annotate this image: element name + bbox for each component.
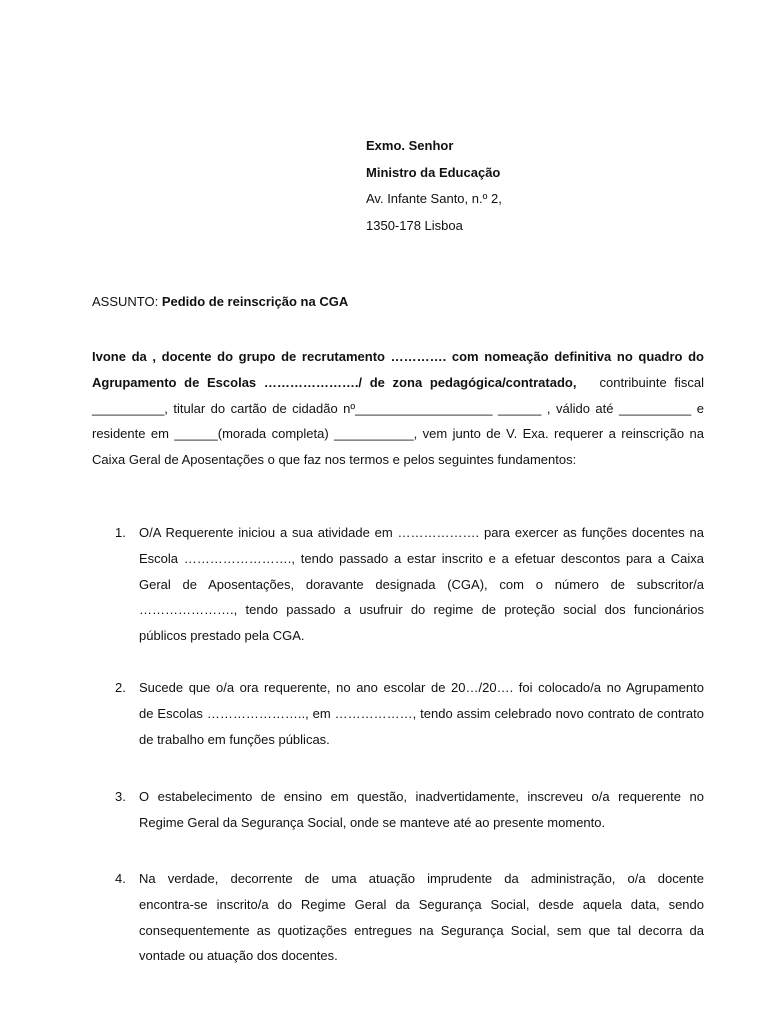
list-item-row: Geral de Aposentações, doravante designada (CGA), com o número de subscritor/a	[139, 576, 704, 592]
addressee-salutation: Exmo. Senhor	[366, 138, 454, 153]
list-item-row: O/A Requerente iniciou a sua atividade em ………………. para exercer as funções docentes na	[139, 525, 704, 540]
list-item-body	[139, 784, 704, 836]
list-item-row: …………………., tendo passado a usufruir do regime de proteção social dos funcionários	[139, 602, 704, 618]
subject-text: Pedido de reinscrição na CGA	[158, 294, 349, 309]
intro-row-1b: com nomeação definitiva no quadro do	[451, 349, 704, 364]
list-item-number: 1.	[115, 525, 126, 540]
list-item-row: de Escolas ………………….., em ………………, tendo assim celebrado novo contrato de contrato	[139, 705, 704, 721]
list-item-row: Na verdade, decorrente de uma atuação imprudente da administração, o/a docente	[139, 871, 704, 886]
list-item-number: 3.	[115, 789, 126, 804]
addressee-street: Av. Infante Santo, n.º 2,	[366, 191, 502, 206]
intro-row-1a: Ivone da , docente do grupo de recrutamento ………….	[92, 349, 452, 364]
list-item-number: 4.	[115, 871, 126, 886]
list-item-row: públicos prestado pela CGA.	[139, 628, 305, 644]
list-item-row: O estabelecimento de ensino em questão, inadvertidamente, inscreveu o/a requerente no	[139, 789, 704, 804]
list-item-row: Escola ……………………., tendo passado a estar inscrito e a efetuar descontos para a Caixa	[139, 550, 704, 566]
subject-label: ASSUNTO:	[92, 294, 159, 309]
list-item-body	[139, 520, 704, 649]
subject-line	[92, 294, 348, 309]
addressee-title: Ministro da Educação	[366, 164, 501, 180]
intro-row-2b: contribuinte fiscal	[599, 374, 704, 390]
list-item-row: vontade ou atuação dos docentes.	[139, 948, 338, 964]
list-item-row: Sucede que o/a ora requerente, no ano escolar de 20…/20…. foi colocado/a no Agrupamento	[139, 680, 704, 695]
list-item-row: Regime Geral da Segurança Social, onde se manteve até ao presente momento.	[139, 814, 606, 830]
list-item-row: encontra-se inscrito/a do Regime Geral da Segurança Social, desde aquela data, sendo	[139, 896, 704, 912]
intro-paragraph	[92, 344, 704, 473]
intro-row-2	[92, 370, 704, 396]
list-item-number: 2.	[115, 680, 126, 695]
intro-row-3: __________, titular do cartão de cidadão nº___________________ ______ , válido até __________ e	[92, 400, 704, 416]
intro-row-4: residente em ______(morada completa) ___________, vem junto de V. Exa. requerer a reinscrição na	[92, 426, 704, 442]
list-item-body	[139, 866, 704, 969]
intro-row-5: Caixa Geral de Aposentações o que faz nos termos e pelos seguintes fundamentos:	[92, 452, 577, 468]
list-item-row: consequentemente as quotizações entregues na Segurança Social, sem que tal decorra da	[139, 922, 704, 938]
addressee-block	[366, 137, 706, 243]
intro-row-1	[92, 344, 704, 370]
list-item-row: de trabalho em funções públicas.	[139, 731, 330, 747]
intro-row-2a: Agrupamento de Escolas …………………./ de zona pedagógica/contratado,	[92, 374, 577, 390]
addressee-postcode: 1350-178 Lisboa	[366, 217, 463, 233]
list-item-body	[139, 675, 704, 752]
